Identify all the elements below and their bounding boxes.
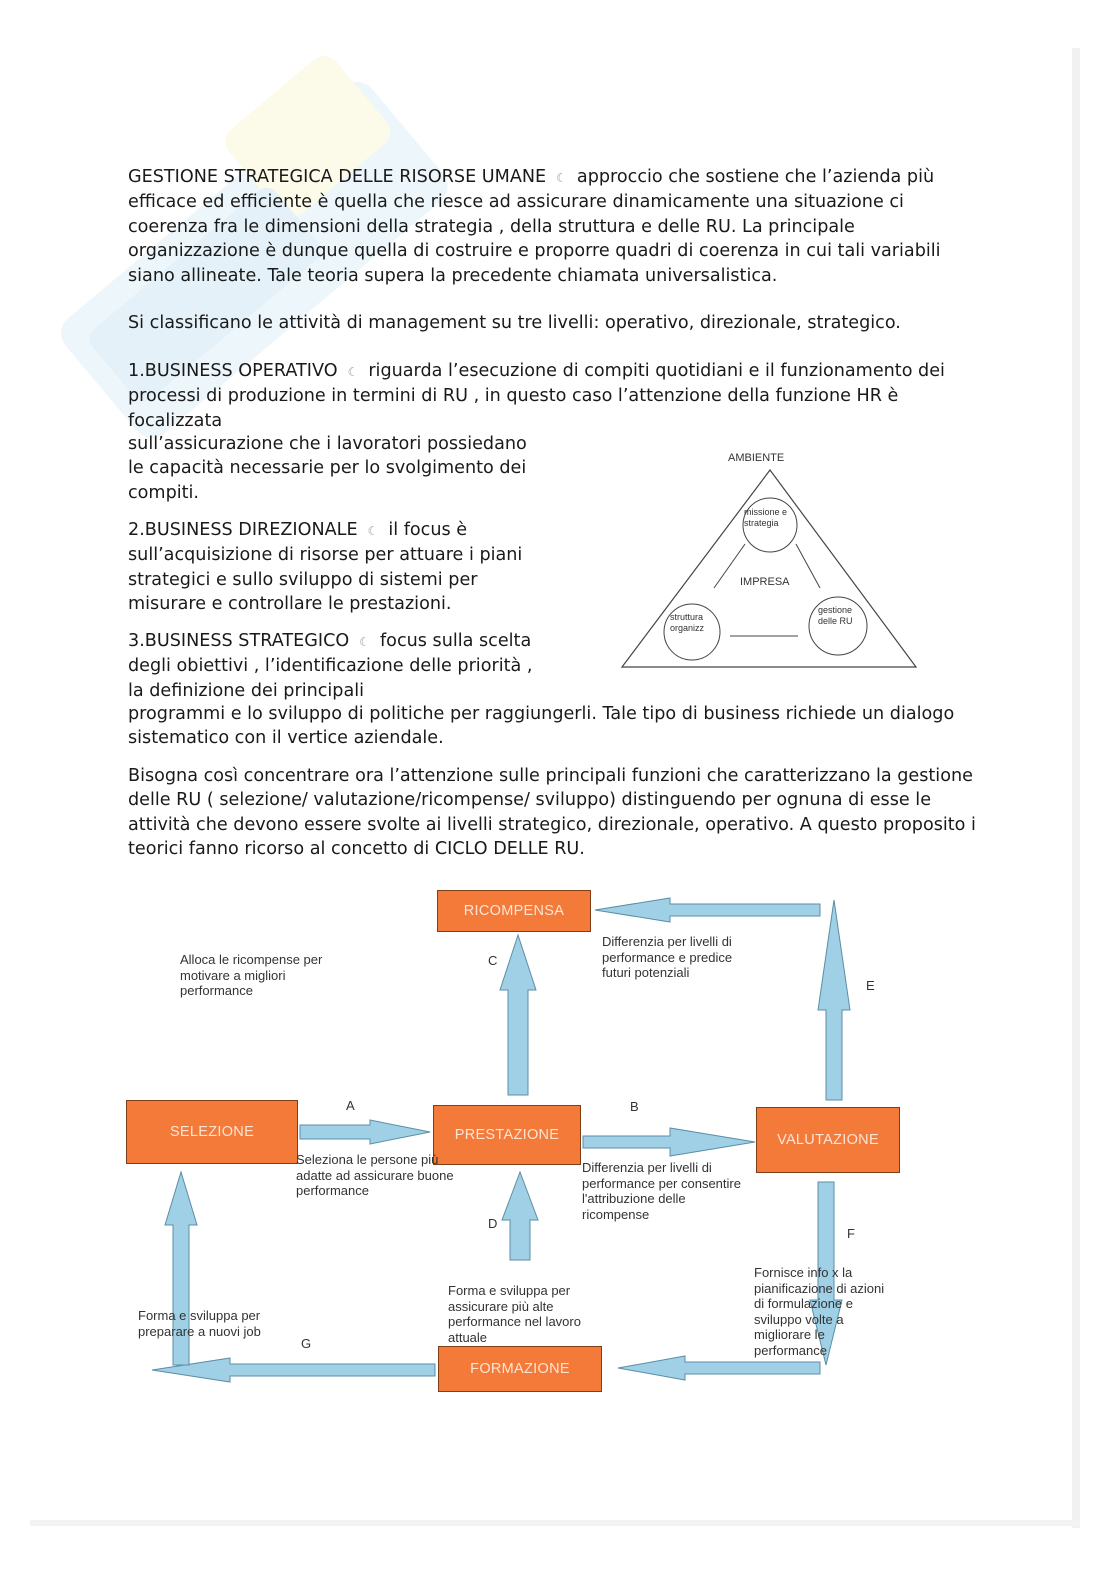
levels-paragraph bbox=[128, 311, 978, 335]
page-edge bbox=[30, 1520, 1080, 1526]
prestazione-box: PRESTAZIONE bbox=[433, 1105, 581, 1165]
valutazione-box: VALUTAZIONE bbox=[756, 1107, 900, 1173]
hr-cycle-diagram bbox=[110, 880, 940, 1400]
note-ricompense: Alloca le ricompense per motivare a migliori performance bbox=[180, 952, 323, 999]
arrow-b bbox=[583, 1128, 755, 1156]
arrow-g bbox=[152, 1358, 435, 1382]
note-fornisce-info: Fornisce info x la pianificazione di azioni di formulazione e sviluppo volte a migliorare le performance bbox=[754, 1265, 885, 1358]
impresa-label: IMPRESA bbox=[740, 576, 790, 588]
struttura-label: struttura organizz bbox=[670, 612, 705, 633]
operativo-paragraph-cont bbox=[128, 432, 538, 505]
arrow-e-top bbox=[595, 898, 820, 922]
note-forma-nuovi-job: Forma e sviluppa per preparare a nuovi job bbox=[138, 1308, 261, 1339]
direzionale-heading: 2.BUSINESS DIREZIONALE bbox=[128, 520, 358, 540]
levels-text: Si classificano le attività di management su tre livelli: operativo, direzionale, strategico. bbox=[128, 313, 901, 333]
arrow-bullet-icon: ☾ bbox=[359, 635, 370, 649]
selezione-box: SELEZIONE bbox=[126, 1100, 298, 1164]
operativo-text-cont: sull’assicurazione che i lavoratori possiedano le capacità necessarie per lo svolgimento dei compiti. bbox=[128, 434, 527, 503]
direzionale-text: il focus è sull’acquisizione di risorse per attuare i piani strategici e sullo sviluppo di sistemi per misurare e controllare le prestazioni. bbox=[128, 520, 523, 615]
letter-c: C bbox=[488, 953, 498, 968]
formazione-box: FORMAZIONE bbox=[438, 1346, 602, 1392]
note-differenzia-ricompense: Differenzia per livelli di performance per consentire l'attribuzione delle ricompense bbox=[582, 1160, 741, 1222]
letter-f: F bbox=[847, 1226, 855, 1241]
final-text: Bisogna così concentrare ora l’attenzione sulle principali funzioni che caratterizzano la gestione delle RU ( selezione/ valutazione/ricompense/ sviluppo) distinguendo per ognuna di esse le attività che devono essere svolte ai livelli strategico, direzionale, operativo. A questo proposito i teorici fanno ricorso al concetto di CICLO DELLE RU. bbox=[128, 766, 976, 860]
letter-d: D bbox=[488, 1216, 498, 1231]
arrow-a bbox=[300, 1120, 430, 1144]
missione-label: missione e strategia bbox=[744, 507, 788, 528]
operativo-text: riguarda l’esecuzione di compiti quotidiani e il funzionamento dei processi di produzione in termini di RU , in questo caso l’attenzione della funzione HR è focalizzata bbox=[128, 361, 945, 431]
letter-e: E bbox=[866, 978, 875, 993]
connector-line bbox=[796, 544, 820, 588]
arrow-e bbox=[818, 900, 850, 1100]
intro-text: approccio che sostiene che l’azienda più efficace ed efficiente è quella che riesce ad assicurare dinamicamente una situazione ci coerenza fra le dimensioni della strategia , della struttura e delle RU. La principale organizzazione è dunque quella di costruire e proporre quadri di coerenza in cui tali variabili siano allineate. Tale teoria supera la precedente chiamata universalistica. bbox=[128, 167, 941, 286]
strategico-paragraph bbox=[128, 629, 538, 703]
strategy-triangle-figure bbox=[610, 440, 930, 680]
letter-a: A bbox=[346, 1098, 355, 1113]
strategico-heading: 3.BUSINESS STRATEGICO bbox=[128, 631, 350, 651]
note-seleziona: Seleziona le persone più adatte ad assicurare buone performance bbox=[296, 1152, 454, 1199]
intro-heading: GESTIONE STRATEGICA DELLE RISORSE UMANE bbox=[128, 167, 547, 187]
letter-g: G bbox=[301, 1336, 312, 1351]
note-differenzia-potenziali: Differenzia per livelli di performance e predice futuri potenziali bbox=[602, 934, 733, 981]
arrow-bullet-icon: ☾ bbox=[367, 524, 379, 538]
operativo-paragraph bbox=[128, 359, 978, 433]
ricompensa-box: RICOMPENSA bbox=[437, 890, 591, 932]
ambiente-label: AMBIENTE bbox=[728, 452, 785, 464]
gestione-label: gestione delle RU bbox=[818, 605, 853, 626]
arrow-bullet-icon: ☾ bbox=[347, 365, 359, 379]
triangle-drawing bbox=[610, 440, 930, 680]
page-edge bbox=[1072, 48, 1080, 1528]
strategico-paragraph-cont bbox=[128, 702, 978, 751]
triangle-outline bbox=[622, 470, 916, 667]
direzionale-paragraph bbox=[128, 518, 538, 617]
arrow-d bbox=[502, 1172, 538, 1260]
strategico-text-cont: programmi e lo sviluppo di politiche per raggiungerli. Tale tipo di business richiede un dialogo sistematico con il vertice aziendale. bbox=[128, 704, 955, 749]
operativo-heading: 1.BUSINESS OPERATIVO bbox=[128, 361, 338, 381]
intro-paragraph bbox=[128, 165, 978, 288]
final-paragraph bbox=[128, 764, 978, 862]
arrow-f-bottom bbox=[618, 1356, 820, 1380]
note-forma-attuale: Forma e sviluppa per assicurare più alte performance nel lavoro attuale bbox=[448, 1283, 581, 1345]
arrow-bullet-icon: ☾ bbox=[556, 171, 567, 185]
letter-b: B bbox=[630, 1099, 639, 1114]
strategico-text: focus sulla scelta degli obiettivi , l’identificazione delle priorità , la definizione dei principali bbox=[128, 631, 533, 701]
arrow-c bbox=[500, 935, 536, 1095]
